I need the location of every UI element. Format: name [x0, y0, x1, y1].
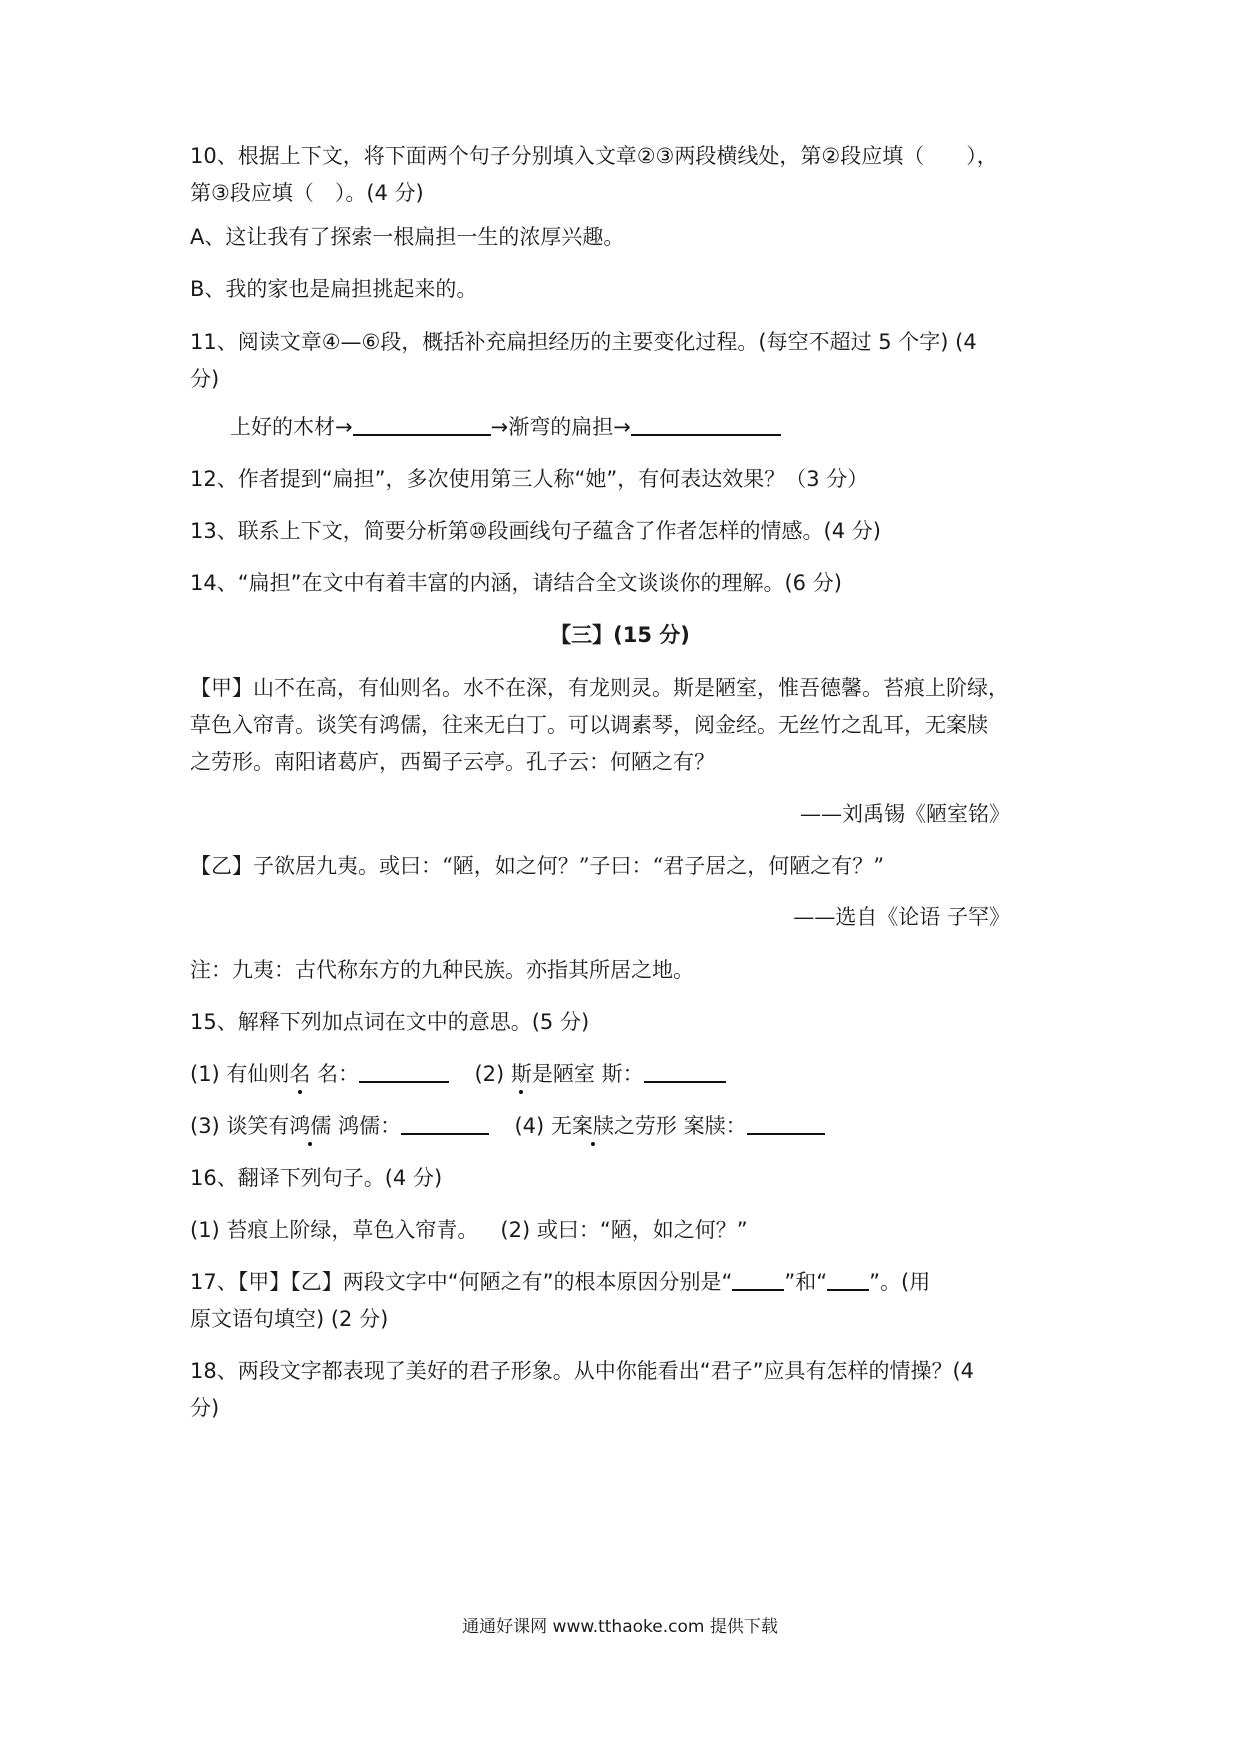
q16-sentences	[190, 1217, 748, 1243]
dotted-word: 案牍	[571, 1114, 614, 1138]
q18-line1: 18、两段文字都表现了美好的君子形象。从中你能看出“君子”应具有怎样的情操？(4	[190, 1359, 975, 1383]
sentence-1: (1) 苔痕上阶绿，草色入帘青。	[190, 1218, 479, 1242]
q18-line2: 分)	[190, 1396, 220, 1420]
yi-source: ——选自《论语 子罕》	[793, 905, 1010, 929]
item-text: (3) 谈笑有	[190, 1114, 290, 1138]
answer-blank[interactable]	[401, 1113, 489, 1135]
q17-text: ”。(用	[869, 1270, 931, 1294]
flow-middle: →渐弯的扁担→	[490, 415, 631, 439]
dotted-word: 鸿儒	[289, 1114, 332, 1138]
item-text: 鸿儒：	[331, 1114, 402, 1138]
item-text: (4) 无	[514, 1114, 572, 1138]
answer-blank[interactable]	[359, 1061, 449, 1083]
q17-text: ”和“	[784, 1270, 828, 1294]
jia-line2: 草色入帘青。谈笑有鸿儒，往来无白丁。可以调素琴，阅金经。无丝竹之乱耳，无案牍	[190, 713, 988, 737]
q16-title: 16、翻译下列句子。(4 分)	[190, 1166, 443, 1190]
q13: 13、联系上下文，简要分析第⑩段画线句子蕴含了作者怎样的情感。(4 分)	[190, 519, 881, 543]
q15-title: 15、解释下列加点词在文中的意思。(5 分)	[190, 1010, 590, 1034]
item-text: 名：	[310, 1062, 360, 1086]
q11-line2: 分)	[190, 367, 220, 391]
answer-blank[interactable]	[631, 414, 781, 436]
flow-start: 上好的木材→	[230, 415, 353, 439]
q10-line2: 第③段应填（ ）。(4 分)	[190, 181, 424, 205]
answer-blank[interactable]	[732, 1269, 784, 1291]
answer-blank[interactable]	[747, 1113, 825, 1135]
sentence-2: (2) 或曰：“陋，如之何？”	[500, 1218, 748, 1242]
item-text: (1) 有仙则	[190, 1062, 290, 1086]
q17-line1	[190, 1269, 930, 1295]
q10-option-b: B、我的家也是扁担挑起来的。	[190, 277, 478, 301]
item-text: 是陋室 斯：	[531, 1062, 644, 1086]
item-text: 之劳形 案牍：	[613, 1114, 747, 1138]
jia-line3: 之劳形。南阳诸葛庐，西蜀子云亭。孔子云：何陋之有？	[190, 750, 715, 774]
q11-line1: 11、阅读文章④—⑥段，概括补充扁担经历的主要变化过程。(每空不超过 5 个字) (4	[190, 330, 977, 354]
q10-line1: 10、根据上下文，将下面两个句子分别填入文章②③两段横线处，第②段应填（ ），	[190, 144, 998, 168]
answer-blank[interactable]	[353, 414, 491, 436]
yi-line1: 【乙】子欲居九夷。或曰：“陋，如之何？”子曰：“君子居之，何陋之有？”	[190, 854, 884, 878]
footer: 通通好课网 www.tthaoke.com 提供下载	[462, 1617, 778, 1637]
item-text: (2)	[474, 1062, 511, 1086]
q11-flow	[230, 414, 781, 440]
jia-source: ——刘禹锡《陋室铭》	[800, 802, 1010, 826]
q12: 12、作者提到“扁担”，多次使用第三人称“她”，有何表达效果？（3 分）	[190, 467, 869, 491]
q17-text: 17、【甲】【乙】两段文字中“何陋之有”的根本原因分别是“	[190, 1270, 733, 1294]
dotted-word: 名	[289, 1062, 311, 1086]
dotted-word: 斯	[510, 1062, 532, 1086]
answer-blank[interactable]	[827, 1269, 869, 1291]
q17-line2: 原文语句填空) (2 分)	[190, 1307, 389, 1331]
q14: 14、“扁担”在文中有着丰富的内涵，请结合全文谈谈你的理解。(6 分)	[190, 571, 842, 595]
q15-items-1-2	[190, 1061, 726, 1087]
q15-items-3-4	[190, 1113, 825, 1139]
answer-blank[interactable]	[644, 1061, 726, 1083]
section-title: 【三】(15 分)	[550, 623, 690, 647]
jia-line1: 【甲】山不在高，有仙则名。水不在深，有龙则灵。斯是陋室，惟吾德馨。苔痕上阶绿，	[190, 676, 1009, 700]
q10-option-a: A、这让我有了探索一根扁担一生的浓厚兴趣。	[190, 225, 625, 249]
note: 注：九夷：古代称东方的九种民族。亦指其所居之地。	[190, 958, 694, 982]
